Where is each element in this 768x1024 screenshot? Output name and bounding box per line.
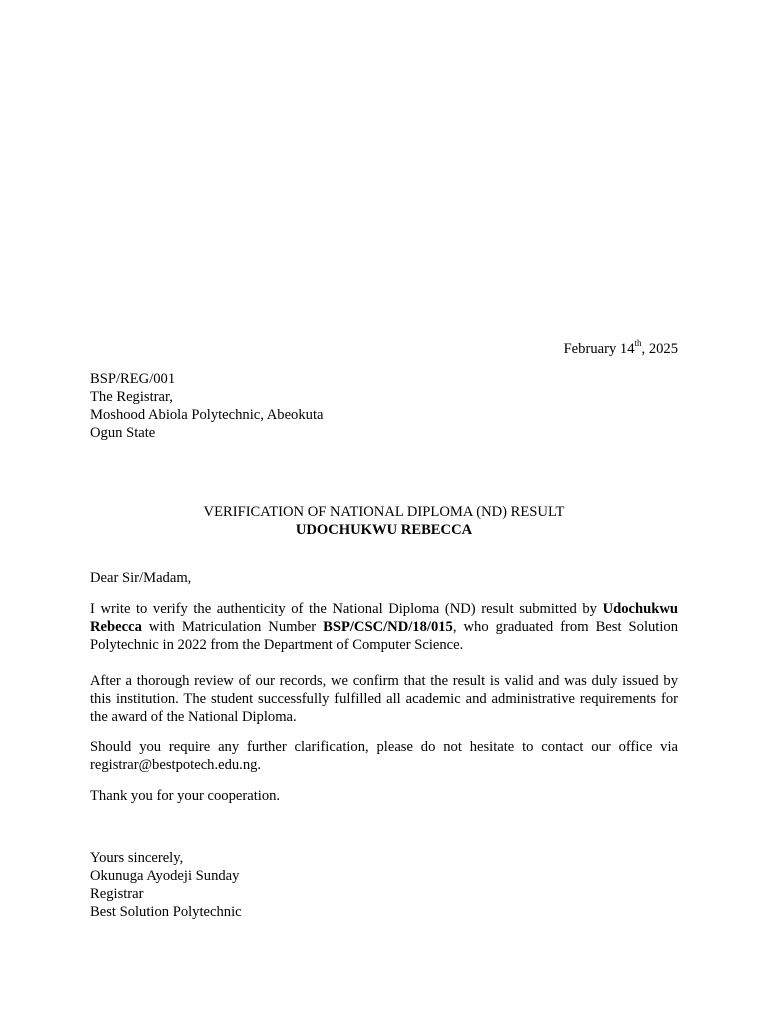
- recipient-address-block: [90, 370, 323, 442]
- subject-block: [90, 503, 678, 539]
- reference-number: BSP/REG/001: [90, 371, 176, 387]
- salutation: Dear Sir/Madam,: [90, 570, 192, 586]
- paragraph1-text-middle: with Matriculation Number: [141, 619, 324, 635]
- closing-block: [90, 849, 242, 921]
- signatory-name: Okunuga Ayodeji Sunday: [90, 868, 240, 884]
- thanks-line: Thank you for your cooperation.: [90, 788, 281, 804]
- date-month-day: February 14: [563, 341, 635, 357]
- verification-paragraph: [90, 600, 678, 654]
- matric-number-bold: BSP/CSC/ND/18/015: [323, 619, 453, 635]
- recipient-institution: Moshood Abiola Polytechnic, Abeokuta: [90, 407, 324, 423]
- date-year: , 2025: [641, 341, 678, 357]
- contact-paragraph: Should you require any further clarification, please do not hesitate to contact our office via registrar@bestpotech.edu.ng.: [90, 739, 678, 773]
- student-name-bold: Udochukwu Rebecca: [90, 601, 678, 635]
- recipient-title: The Registrar,: [90, 389, 173, 405]
- subject-title: VERIFICATION OF NATIONAL DIPLOMA (ND) RESULT: [203, 504, 565, 520]
- signatory-organization: Best Solution Polytechnic: [90, 904, 242, 920]
- paragraph1-text-start: I write to verify the authenticity of the National Diploma (ND) result submitted by: [90, 601, 603, 617]
- paragraph1-text-end: , who graduated from Best Solution Polytechnic in 2022 from the Department of Computer Science.: [90, 619, 678, 653]
- recipient-state: Ogun State: [90, 425, 156, 441]
- date-ordinal-suffix: th: [634, 338, 642, 349]
- subject-student-name: UDOCHUKWU REBECCA: [295, 522, 473, 538]
- signatory-position: Registrar: [90, 886, 144, 902]
- valediction: Yours sincerely,: [90, 850, 184, 866]
- confirmation-paragraph: After a thorough review of our records, we confirm that the result is valid and was duly issued by this institution. The student successfully fulfilled all academic and administrative requirements for the award of the National Diploma.: [90, 673, 678, 725]
- letter-date: [564, 340, 678, 358]
